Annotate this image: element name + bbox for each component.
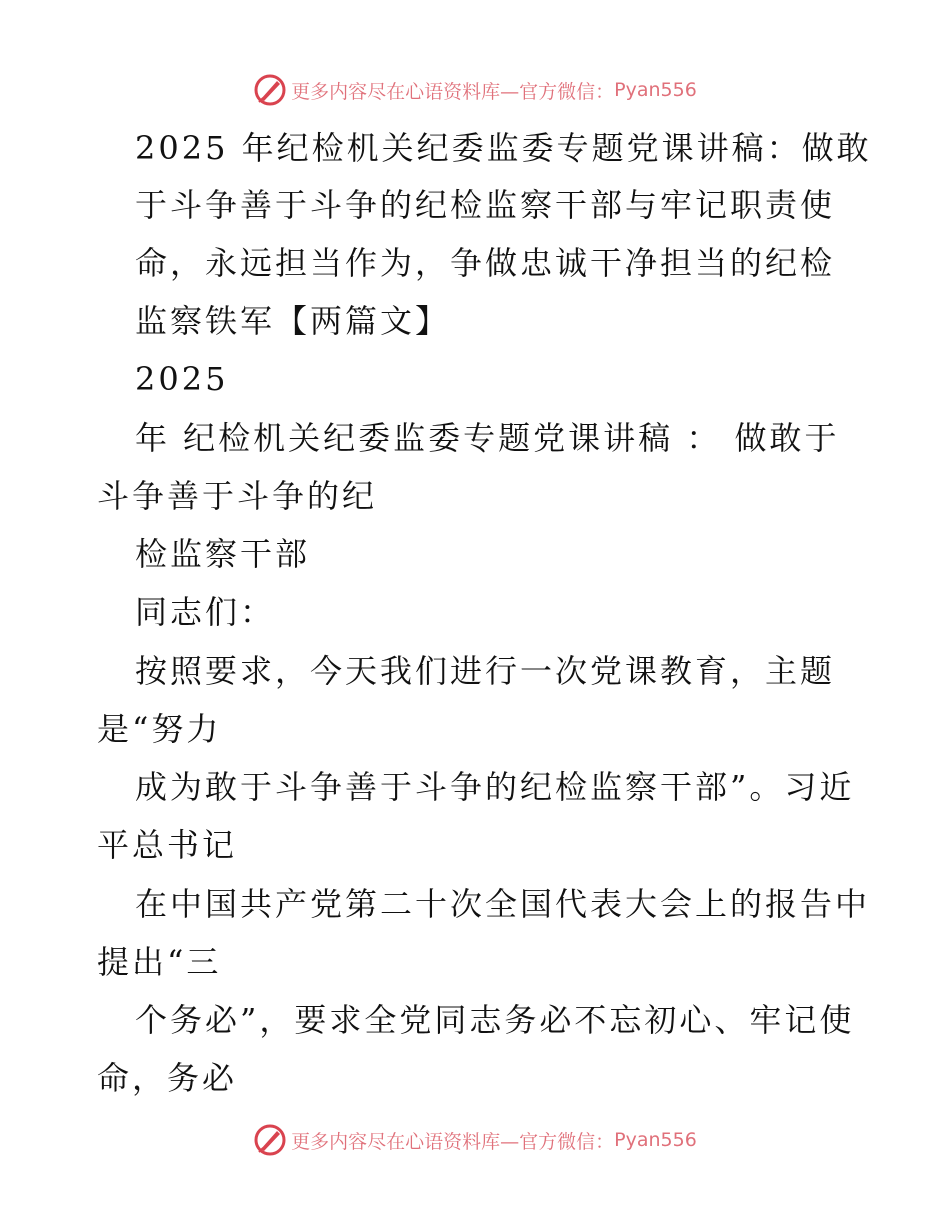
title-line-2: 于斗争善于斗争的纪检监察干部与牢记职责使 [135, 186, 836, 224]
body-line: 提出“三 [97, 943, 222, 981]
header-watermark [0, 70, 950, 110]
body-line: 是“努力 [97, 710, 222, 748]
body-line: 按照要求，今天我们进行一次党课教育，主题 [135, 652, 836, 690]
feather-logo-icon [253, 73, 287, 107]
body-line: 个务必”，要求全党同志务必不忘初心、牢记使 [135, 1001, 855, 1039]
title-line-3: 命，永远担当作为，争做忠诚干净担当的纪检 [135, 244, 836, 282]
watermark-wechat-id: Pyan556 [614, 1129, 697, 1151]
body-line: 检监察干部 [135, 535, 311, 573]
body-line: 在中国共产党第二十次全国代表大会上的报告中 [135, 885, 871, 923]
body-line: 年 纪检机关纪委监委专题党课讲稿 ： 做敢于 [135, 419, 840, 457]
feather-logo-icon [253, 1123, 287, 1157]
watermark-text: 更多内容尽在心语资料库—官方微信： [291, 80, 615, 103]
watermark-text: 更多内容尽在心语资料库—官方微信： [291, 1130, 615, 1153]
title-line-4: 监察铁军【两篇文】 [135, 302, 451, 340]
body-line: 斗争善于斗争的纪 [97, 477, 378, 515]
footer-watermark [0, 1120, 950, 1160]
watermark-wechat-id: Pyan556 [614, 79, 697, 101]
body-line: 命，务必 [97, 1059, 238, 1097]
body-line: 同志们： [135, 593, 276, 631]
title-line-1: 2025 年纪检机关纪委监委专题党课讲稿：做敢 [135, 129, 872, 167]
body-line: 成为敢于斗争善于斗争的纪检监察干部”。习近 [135, 768, 855, 806]
body-line: 2025 [135, 360, 229, 398]
body-line: 平总书记 [97, 826, 238, 864]
